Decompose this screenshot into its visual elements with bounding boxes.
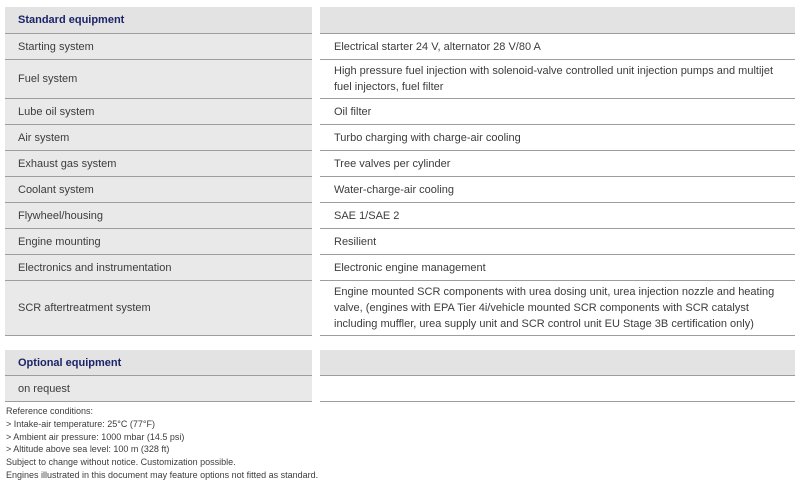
standard-equipment-header-value <box>320 7 795 34</box>
row-label: Starting system <box>5 34 312 60</box>
footnote-line: Subject to change without notice. Customization possible. <box>6 457 236 468</box>
row-value: Electronic engine management <box>320 255 795 281</box>
table-row <box>5 203 795 229</box>
footnote-line: > Ambient air pressure: 1000 mbar (14.5 psi) <box>6 431 185 442</box>
table-row <box>5 229 795 255</box>
footnote-line: Reference conditions: <box>6 406 94 416</box>
table-row <box>5 177 795 203</box>
table-row <box>5 34 795 60</box>
row-label: on request <box>5 376 312 402</box>
row-value: High pressure fuel injection with solenoid-valve controlled unit injection pumps and multijet fuel injectors, fuel filter <box>320 60 795 99</box>
footnote-line: Engines illustrated in this document may feature options not fitted as standard. <box>6 469 319 480</box>
footnote-line: > Altitude above sea level: 100 m (328 ft) <box>6 444 170 455</box>
row-label: SCR aftertreatment system <box>5 281 312 336</box>
row-value: Electrical starter 24 V, alternator 28 V/80 A <box>320 34 795 60</box>
row-label: Engine mounting <box>5 229 312 255</box>
row-label: Exhaust gas system <box>5 151 312 177</box>
table-row <box>5 281 795 336</box>
table-row <box>5 255 795 281</box>
row-value: Engine mounted SCR components with urea dosing unit, urea injection nozzle and heating valve, (engines with EPA Tier 4i/vehicle mounted SCR components with SCR catalyst including muffler, urea supply unit and SCR control unit EU Stage 3B certification only) <box>320 281 795 336</box>
row-label: Air system <box>5 125 312 151</box>
row-label: Flywheel/housing <box>5 203 312 229</box>
row-value <box>320 376 795 402</box>
optional-equipment-header <box>5 350 795 376</box>
table-row <box>5 376 795 402</box>
row-label: Lube oil system <box>5 99 312 125</box>
optional-equipment-heading: Optional equipment <box>5 350 312 376</box>
standard-equipment-header <box>5 7 795 34</box>
row-value: Resilient <box>320 229 795 255</box>
row-value: Oil filter <box>320 99 795 125</box>
footnote-line: > Intake-air temperature: 25°C (77°F) <box>6 418 156 429</box>
table-row <box>5 99 795 125</box>
optional-equipment-header-value <box>320 350 795 376</box>
table-row <box>5 125 795 151</box>
row-value: Water-charge-air cooling <box>320 177 795 203</box>
row-label: Coolant system <box>5 177 312 203</box>
row-value: Tree valves per cylinder <box>320 151 795 177</box>
table-row <box>5 60 795 99</box>
table-row <box>5 151 795 177</box>
row-value: Turbo charging with charge-air cooling <box>320 125 795 151</box>
row-value: SAE 1/SAE 2 <box>320 203 795 229</box>
row-label: Electronics and instrumentation <box>5 255 312 281</box>
standard-equipment-heading: Standard equipment <box>5 7 312 34</box>
equipment-table <box>5 7 795 402</box>
footnotes <box>6 405 318 482</box>
row-label: Fuel system <box>5 60 312 99</box>
